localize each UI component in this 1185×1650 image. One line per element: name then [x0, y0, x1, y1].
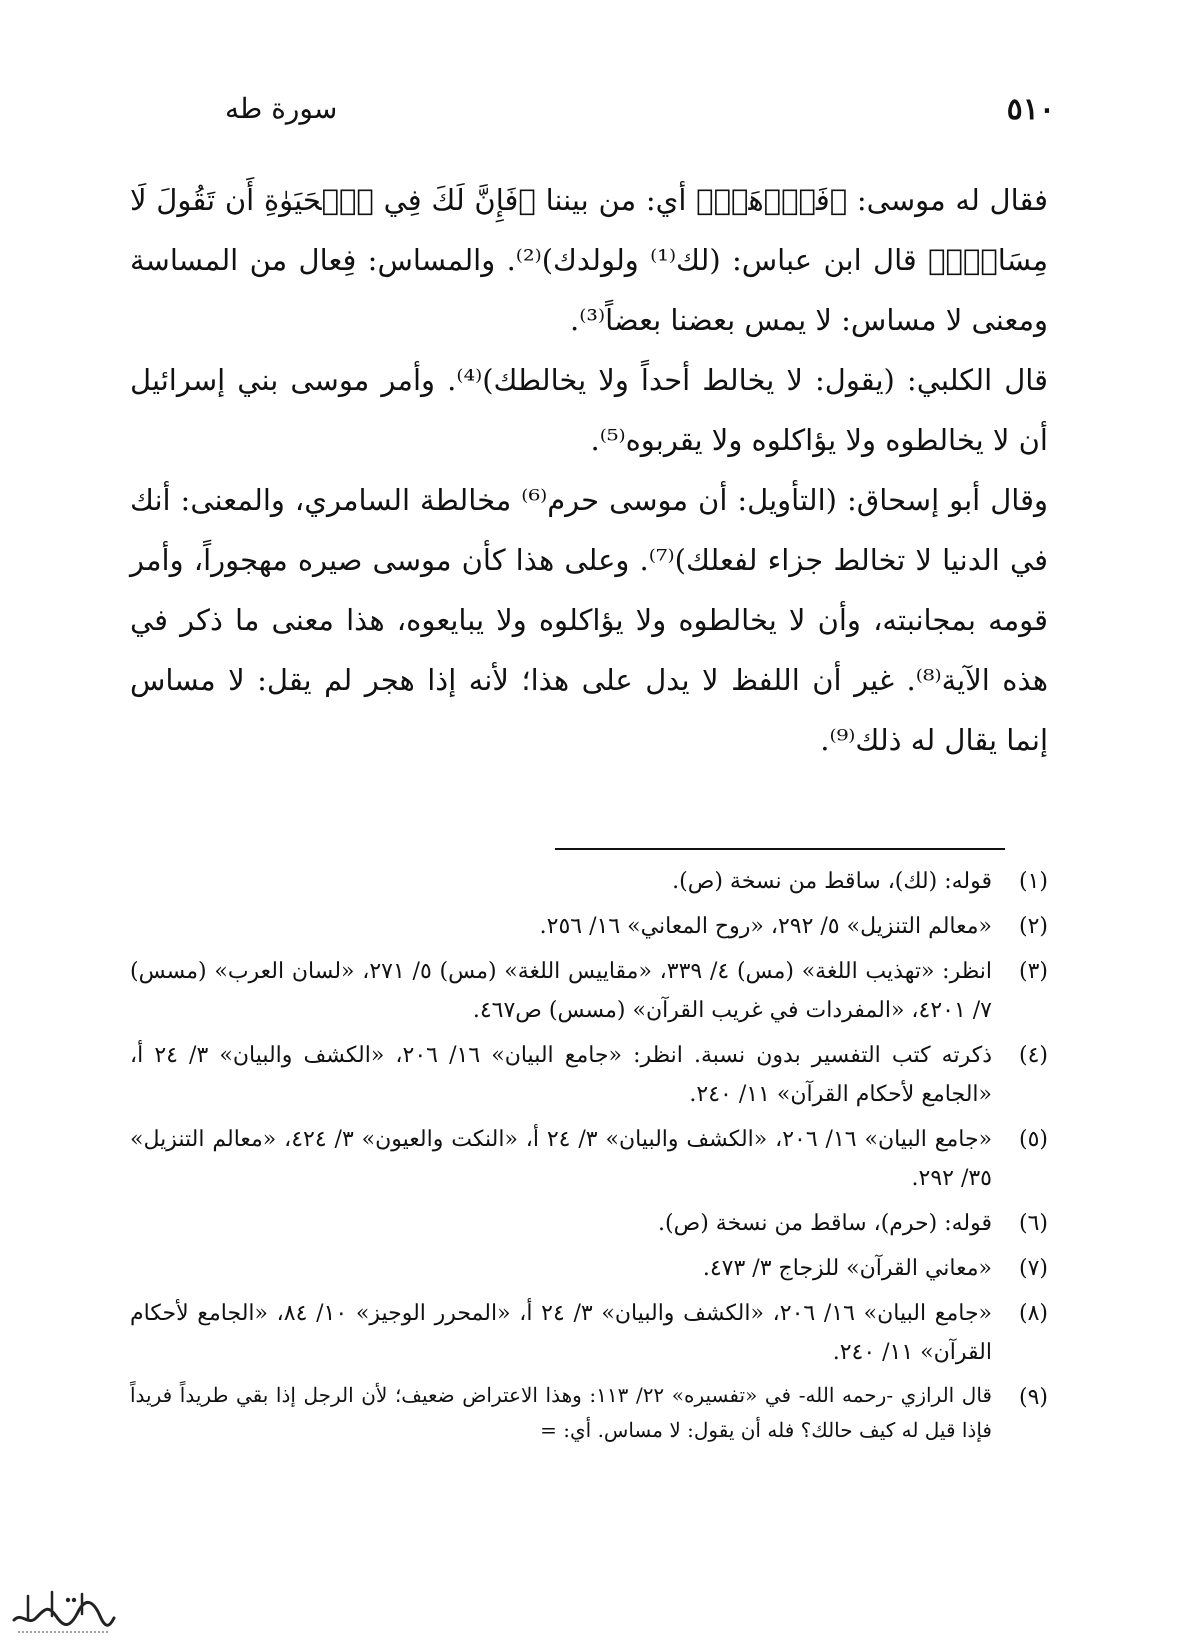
- footnote: [130, 1378, 1048, 1448]
- footnote-text: «جامع البيان» ١٦/ ٢٠٦، «الكشف والبيان» ٣/ ٢٤ أ، «النكت والعيون» ٣/ ٤٢٤، «معالم التنزيل» ٣٥/ ٢٩٢.: [130, 1127, 993, 1191]
- publisher-logo: [8, 1582, 118, 1640]
- footnote: [130, 1204, 1048, 1243]
- footnote-divider: [555, 848, 1005, 850]
- footnotes-list: [130, 862, 1048, 1454]
- page-number: ٥١٠: [1006, 92, 1055, 127]
- footnote: [130, 862, 1048, 901]
- footnote-number: (٦): [1018, 1211, 1048, 1236]
- footnote: [130, 907, 1048, 946]
- footnote-text: «معاني القرآن» للزجاج ٣/ ٤٧٣.: [702, 1256, 992, 1281]
- running-title: سورة طه: [225, 92, 338, 125]
- paragraph: وقال أبو إسحاق: (التأويل: أن موسى حرم⁽⁶⁾ مخالطة السامري، والمعنى: أنك في الدنيا لا تخالط جزاء لفعلك)⁽⁷⁾. وعلى هذا كأن موسى صيره مهجوراً، وأمر قومه بمجانبته، وأن لا يخالطوه ولا يؤاكلوه ولا يبايعوه، هذا معنى ما ذكر في هذه الآية⁽⁸⁾. غير أن اللفظ لا يدل على هذا؛ لأنه إذا هجر لم يقل: لا مساس إنما يقال له ذلك⁽⁹⁾.: [130, 483, 1048, 757]
- footnote-number: (٣): [1018, 959, 1048, 984]
- footnote-number: (١): [1018, 869, 1048, 894]
- footnote-number: (٩): [1018, 1385, 1048, 1410]
- main-text: [130, 170, 1048, 770]
- footnote: [130, 1249, 1048, 1288]
- footnote-number: (٧): [1018, 1256, 1048, 1281]
- footnote: [130, 1036, 1048, 1114]
- footnote-number: (٤): [1018, 1043, 1048, 1068]
- footnote-text: «معالم التنزيل» ٥/ ٢٩٢، «روح المعاني» ١٦/ ٢٥٦.: [539, 914, 992, 939]
- footnote-text: ذكرته كتب التفسير بدون نسبة. انظر: «جامع البيان» ١٦/ ٢٠٦، «الكشف والبيان» ٣/ ٢٤ أ، «الجامع لأحكام القرآن» ١١/ ٢٤٠.: [130, 1043, 993, 1107]
- footnote-text: «جامع البيان» ١٦/ ٢٠٦، «الكشف والبيان» ٣/ ٢٤ أ، «المحرر الوجيز» ١٠/ ٨٤، «الجامع لأحكام القرآن» ١١/ ٢٤٠.: [130, 1301, 993, 1365]
- footnote: [130, 1120, 1048, 1198]
- paragraph: فقال له موسى: ﴿فَٱذۡهَبۡ﴾ أي: من بيننا ﴿فَإِنَّ لَكَ فِي ٱلۡحَيَوٰةِ أَن تَقُولَ لَا مِسَاسَۖ﴾ قال ابن عباس: (لك⁽¹⁾ ولولدك)⁽²⁾. والمساس: فِعال من المساسة ومعنى لا مساس: لا يمس بعضنا بعضاً⁽³⁾.: [130, 183, 1048, 337]
- footnote-text: قوله: (حرم)، ساقط من نسخة (ص).: [658, 1211, 992, 1236]
- footnote-number: (٨): [1018, 1301, 1048, 1326]
- footnote-text: انظر: «تهذيب اللغة» (مس) ٤/ ٣٣٩، «مقاييس اللغة» (مس) ٥/ ٢٧١، «لسان العرب» (مسس) ٧/ ٤٢٠١، «المفردات في غريب القرآن» (مسس) ص٤٦٧.: [130, 959, 993, 1023]
- page-header: [225, 92, 1055, 142]
- footnote-number: (٢): [1018, 914, 1048, 939]
- paragraph: قال الكلبي: (يقول: لا يخالط أحداً ولا يخالطك)⁽⁴⁾. وأمر موسى بني إسرائيل أن لا يخالطوه ولا يؤاكلوه ولا يقربوه⁽⁵⁾.: [130, 363, 1048, 457]
- footnote-text: قوله: (لك)، ساقط من نسخة (ص).: [672, 869, 992, 894]
- footnote-text: قال الرازي -رحمه الله- في «تفسيره» ٢٢/ ١١٣: وهذا الاعتراض ضعيف؛ لأن الرجل إذا بقي طريداً فريداً فإذا قيل له كيف حالك؟ فله أن يقول: لا مساس. أي: =: [130, 1383, 992, 1442]
- footnote: [130, 1294, 1048, 1372]
- footnote-number: (٥): [1018, 1127, 1048, 1152]
- footnote: [130, 952, 1048, 1030]
